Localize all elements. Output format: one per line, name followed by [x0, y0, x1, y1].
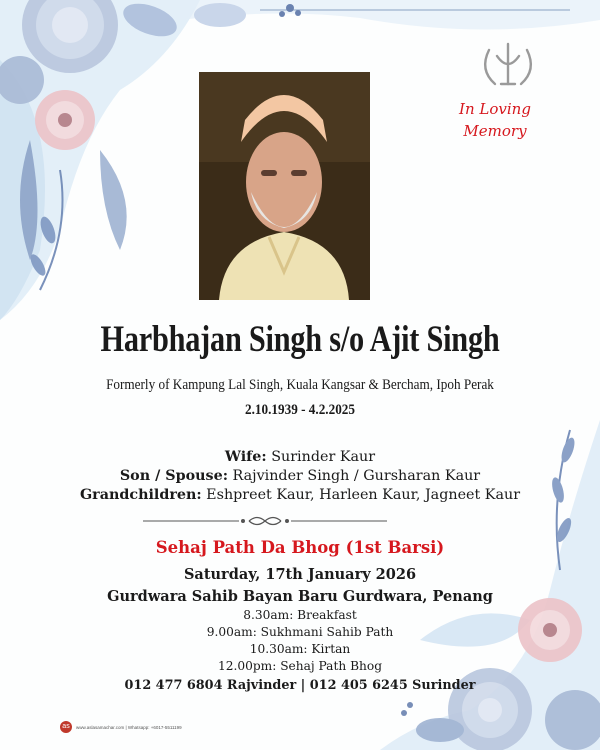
- publisher-text: www.aslasamachar.com | Whatsapp: +6017-5511199: [76, 724, 182, 730]
- in-loving-memory-text: [440, 98, 550, 142]
- contact-numbers: 012 477 6804 Rajvinder | 012 405 6245 Surinder: [124, 678, 476, 693]
- relation-wife: [0, 449, 600, 465]
- flourish-divider-icon: [143, 514, 387, 528]
- grandchildren-value: Eshpreet Kaur, Harleen Kaur, Jagneet Kaur: [201, 487, 521, 503]
- program-item: 8.30am: Breakfast: [243, 608, 357, 622]
- memory-line-2: Memory: [463, 122, 527, 140]
- khanda-icon: [475, 40, 541, 96]
- son-label: Son / Spouse:: [119, 468, 228, 484]
- publisher-logo: as: [60, 721, 72, 733]
- event-title: Sehaj Path Da Bhog (1st Barsi): [155, 538, 445, 557]
- grandchildren-label: Grandchildren:: [79, 487, 202, 503]
- formerly-of-text: Formerly of Kampung Lal Singh, Kuala Kangsar & Bercham, Ipoh Perak: [106, 377, 494, 393]
- event-date: Saturday, 17th January 2026: [183, 566, 417, 583]
- son-value: Rajvinder Singh / Gursharan Kaur: [227, 468, 481, 484]
- wife-value: Surinder Kaur: [266, 449, 376, 465]
- memory-line-1: In Loving: [459, 100, 531, 118]
- life-dates: 2.10.1939 - 4.2.2025: [245, 402, 355, 418]
- relation-grandchildren: [0, 487, 600, 503]
- program-item: 12.00pm: Sehaj Path Bhog: [217, 659, 383, 673]
- publisher-footer: [60, 721, 182, 733]
- relation-son-spouse: [0, 468, 600, 484]
- program-item: 9.00am: Sukhmani Sahib Path: [206, 625, 394, 639]
- program-item: 10.30am: Kirtan: [249, 642, 351, 656]
- floral-decoration-top-left: [0, 0, 210, 330]
- portrait-photo: [199, 72, 370, 300]
- deceased-name: Harbhajan Singh s/o Ajit Singh: [100, 319, 500, 360]
- event-venue: Gurdwara Sahib Bayan Baru Gurdwara, Penang: [107, 588, 493, 605]
- wife-label: Wife:: [224, 449, 267, 465]
